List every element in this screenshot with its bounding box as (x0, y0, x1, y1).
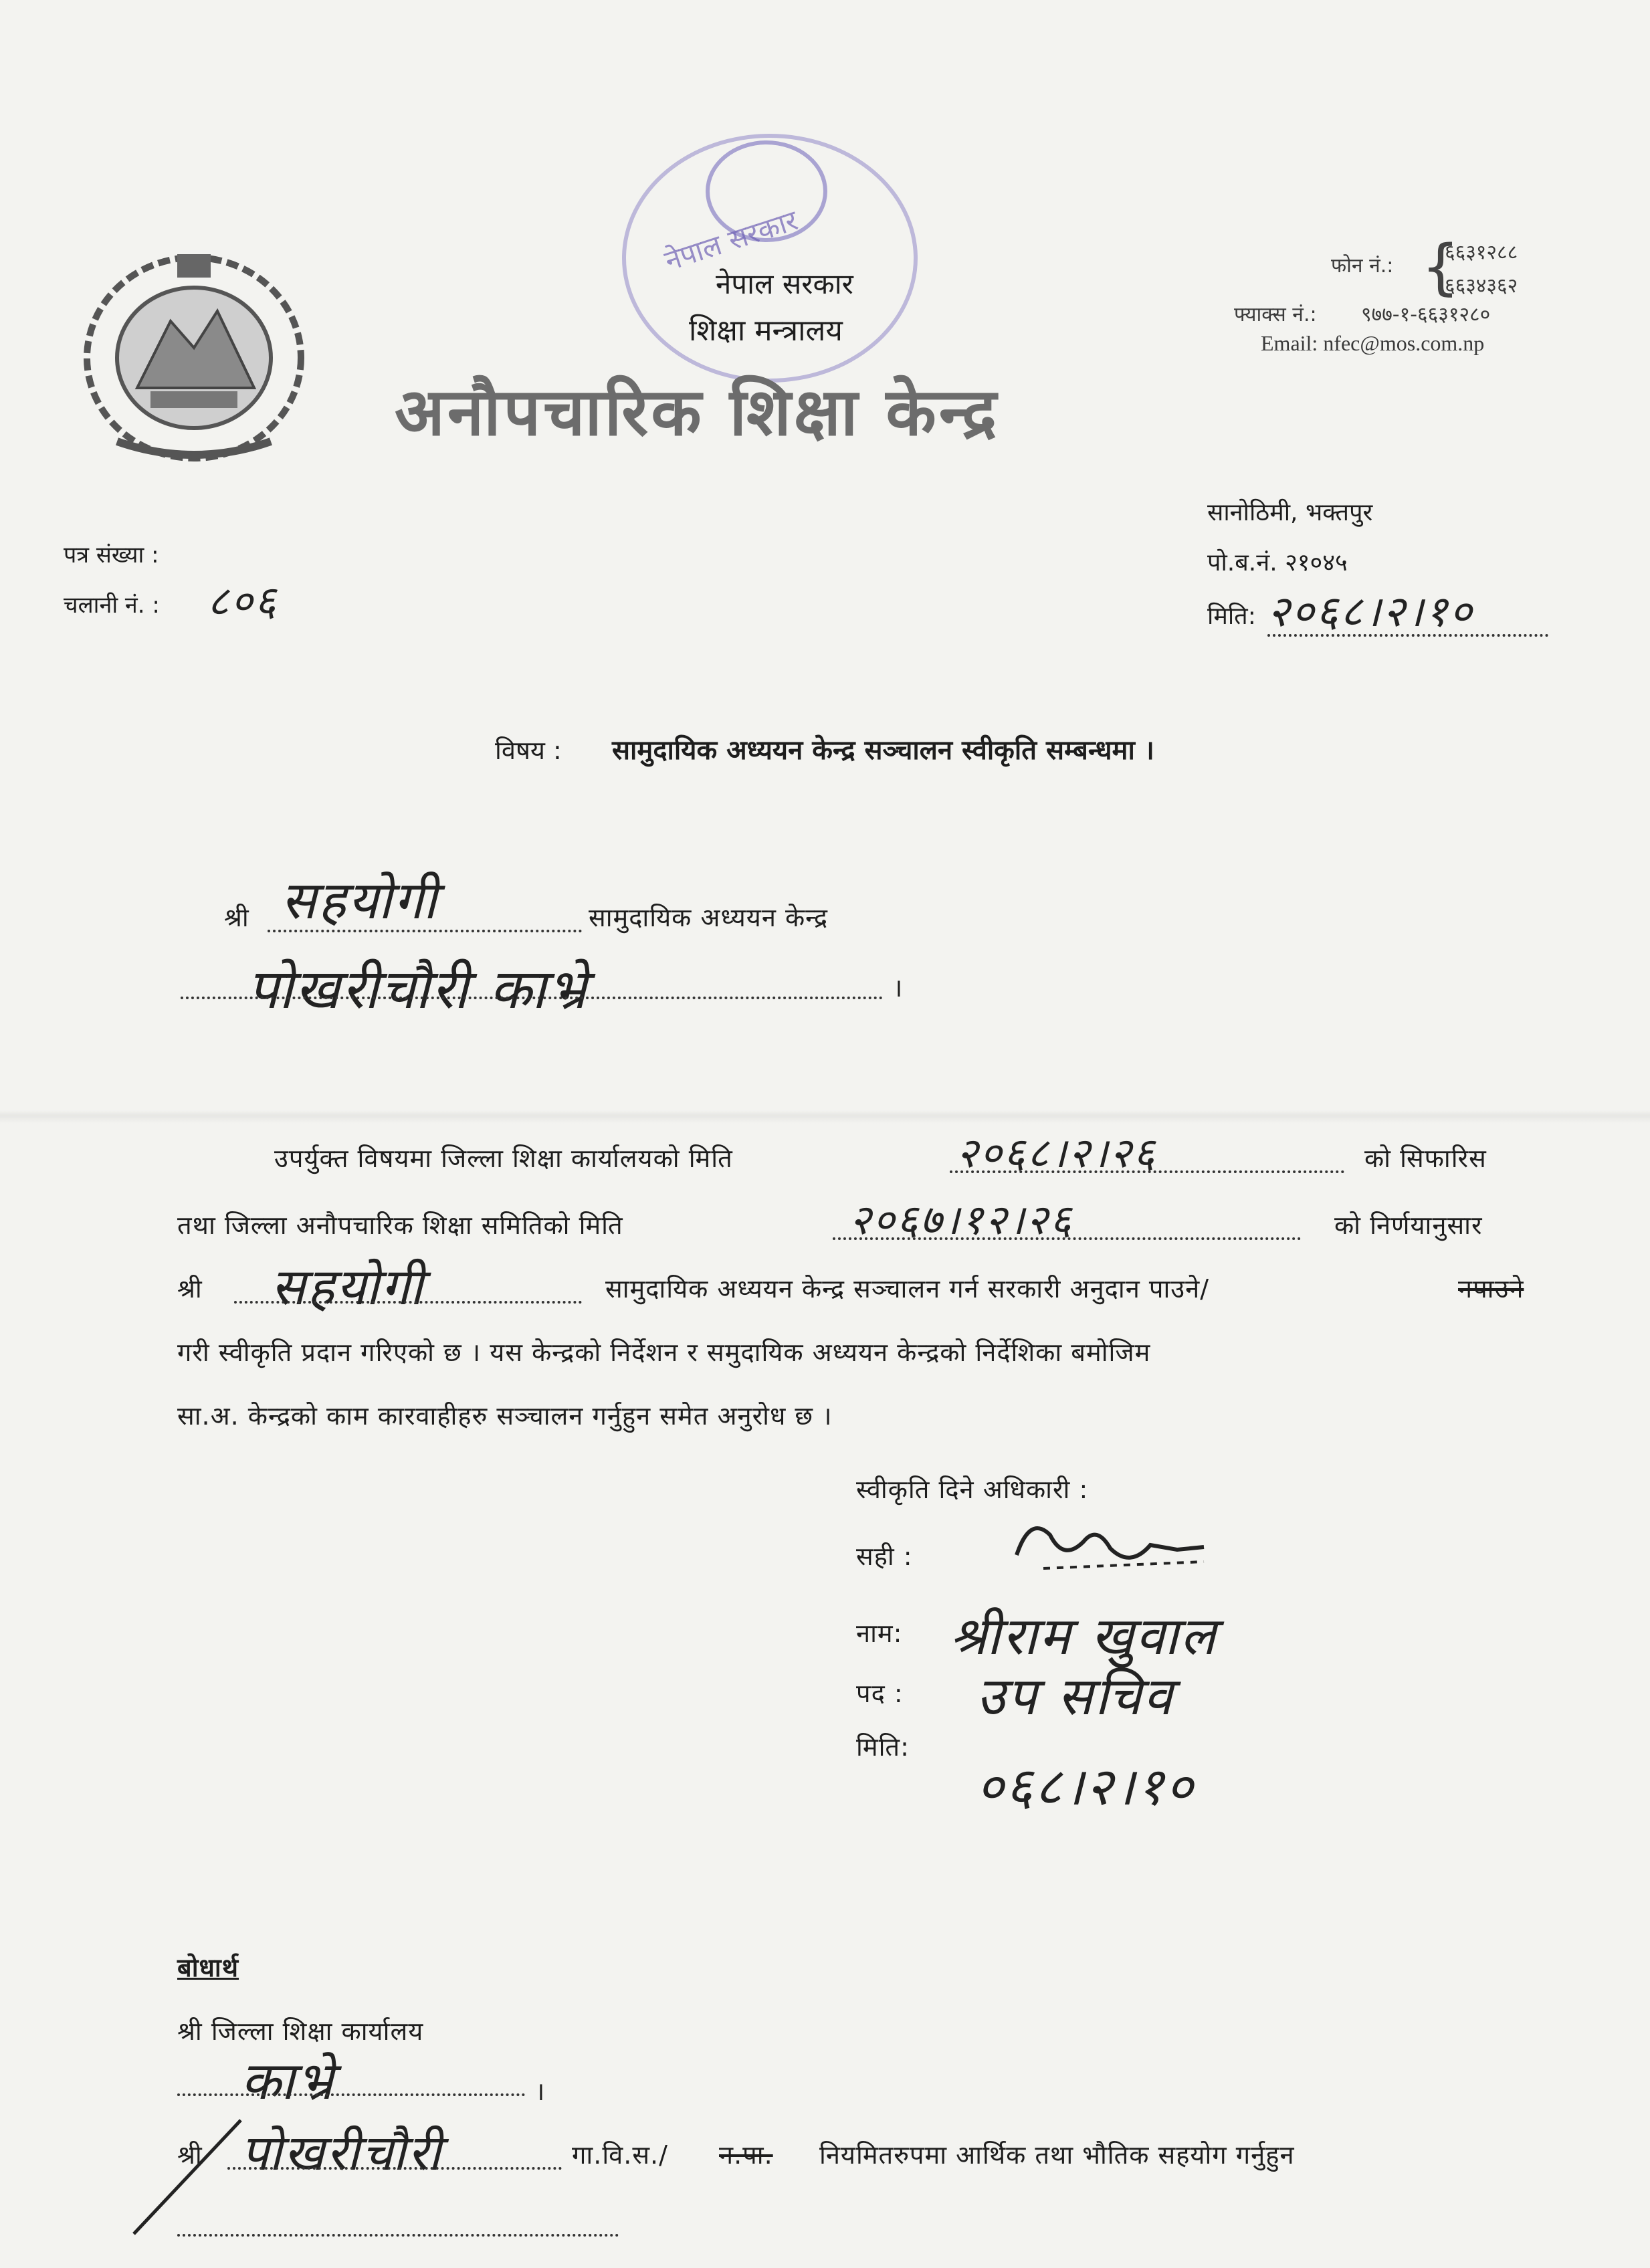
sign-label: सही : (856, 1542, 913, 1571)
body-line3-a: श्री (177, 1274, 203, 1304)
dispatch-number-label: चलानी नं. : (64, 592, 160, 619)
body-line3-b: सामुदायिक अध्ययन केन्द्र सञ्चालन गर्न सरकारी अनुदान पाउने/ (605, 1274, 1210, 1304)
cc-line2-end: । (535, 2077, 546, 2106)
phone-number-2: ६६३४३६२ (1445, 274, 1518, 298)
cc-line2-dots (177, 2093, 525, 2096)
body-line2-a: तथा जिल्ला अनौपचारिक शिक्षा समितिको मिति (177, 1211, 623, 1240)
stamp-text: नेपाल सरकार (660, 203, 802, 278)
recipient-suffix: सामुदायिक अध्ययन केन्द्र (589, 903, 829, 932)
body-line2-b: को निर्णयानुसार (1334, 1211, 1483, 1240)
name-value: श्रीराम खुवाल (950, 1607, 1218, 1667)
recipient-name-dots (268, 930, 582, 932)
cc-line3-hand: पोखरीचौरी (241, 2124, 443, 2182)
name-label: नाम: (856, 1619, 903, 1648)
gov-name: नेपाल सरकार (716, 268, 853, 300)
body-line3-dots (234, 1301, 582, 1304)
header-date-dots (1267, 634, 1548, 637)
header-date-value: २०६८।२।१० (1267, 587, 1474, 637)
body-line1-date: २०६८।२।२६ (956, 1128, 1157, 1177)
ministry-name: शिक्षा मन्त्रालय (689, 314, 843, 348)
sign-date-label: मिति: (856, 1732, 910, 1762)
subject-text: सामुदायिक अध्ययन केन्द्र सञ्चालन स्वीकृति सम्बन्धमा । (612, 735, 1154, 766)
phone-number-1: ६६३१२८८ (1445, 241, 1518, 264)
cc-line3-prefix: श्री (177, 2140, 203, 2170)
fax-label: फ्याक्स नं.: (1234, 303, 1317, 326)
body-line1-dots (950, 1170, 1344, 1173)
body-line1-a: उपर्युक्त विषयमा जिल्ला शिक्षा कार्यालयको मिति (274, 1144, 733, 1173)
post-value: उप सचिव (976, 1667, 1174, 1727)
letter-number-label: पत्र संख्या : (64, 542, 159, 569)
recipient-address: पोखरीचौरी काभ्रे (247, 958, 589, 1021)
nepal-emblem-icon (77, 247, 311, 468)
recipient-name: सहयोगी (281, 871, 439, 931)
cc-line3-dots (227, 2167, 562, 2170)
post-label: पद : (856, 1679, 904, 1708)
body-line4: गरी स्वीकृति प्रदान गरिएको छ । यस केन्द्रको निर्देशन र समुदायिक अध्ययन केन्द्रको निर्देशिका बमोजिम (177, 1338, 1151, 1367)
cc-line1: श्री जिल्ला शिक्षा कार्यालय (177, 2017, 424, 2046)
cc-line3-c: नियमितरुपमा आर्थिक तथा भौतिक सहयोग गर्नुहुन (819, 2140, 1295, 2170)
body-line3-name: सहयोगी (271, 1257, 425, 1316)
cc-line3-strike: न.पा. (719, 2140, 773, 2170)
recipient-end: । (893, 973, 904, 1003)
email-text: Email: nfec@mos.com.np (1261, 331, 1485, 355)
address-line: सानोठिमी, भक्तपुर (1207, 499, 1373, 526)
body-line1-b: को सिफारिस (1364, 1144, 1487, 1173)
cc-title: बोधार्थ (177, 1953, 239, 1982)
body-line2-dots (833, 1237, 1301, 1240)
recipient-prefix: श्री (224, 903, 249, 932)
po-box: पो.ब.नं. २१०४५ (1207, 549, 1348, 577)
sign-date-value: ०६८।२।१० (976, 1757, 1195, 1817)
center-title: अनौपचारिक शिक्षा केन्द्र (395, 375, 1000, 451)
body-line2-date: २०६७।१२।२६ (849, 1195, 1073, 1244)
signature-mark (1003, 1508, 1217, 1582)
header-date-label: मिति: (1207, 603, 1256, 630)
body-line3-strike: नपाउने (1458, 1274, 1524, 1304)
phone-label: फोन नं.: (1331, 254, 1394, 278)
authority-label: स्वीकृति दिने अधिकारी : (856, 1475, 1089, 1504)
cc-line3-b: गा.वि.स./ (572, 2140, 668, 2170)
dispatch-number-value: ८०६ (207, 577, 278, 625)
cc-tick-mark (120, 2107, 268, 2241)
phone-brace: { (1421, 232, 1460, 302)
cc-line2-hand: काभ्रे (241, 2051, 335, 2111)
recipient-address-dots (181, 997, 883, 999)
body-line5: सा.अ. केन्द्रको काम कारवाहीहरु सञ्चालन गर्नुहुन समेत अनुरोध छ । (177, 1401, 833, 1431)
fax-number: ९७७-१-६६३१२८० (1361, 303, 1491, 326)
subject-label: विषय : (495, 736, 562, 765)
